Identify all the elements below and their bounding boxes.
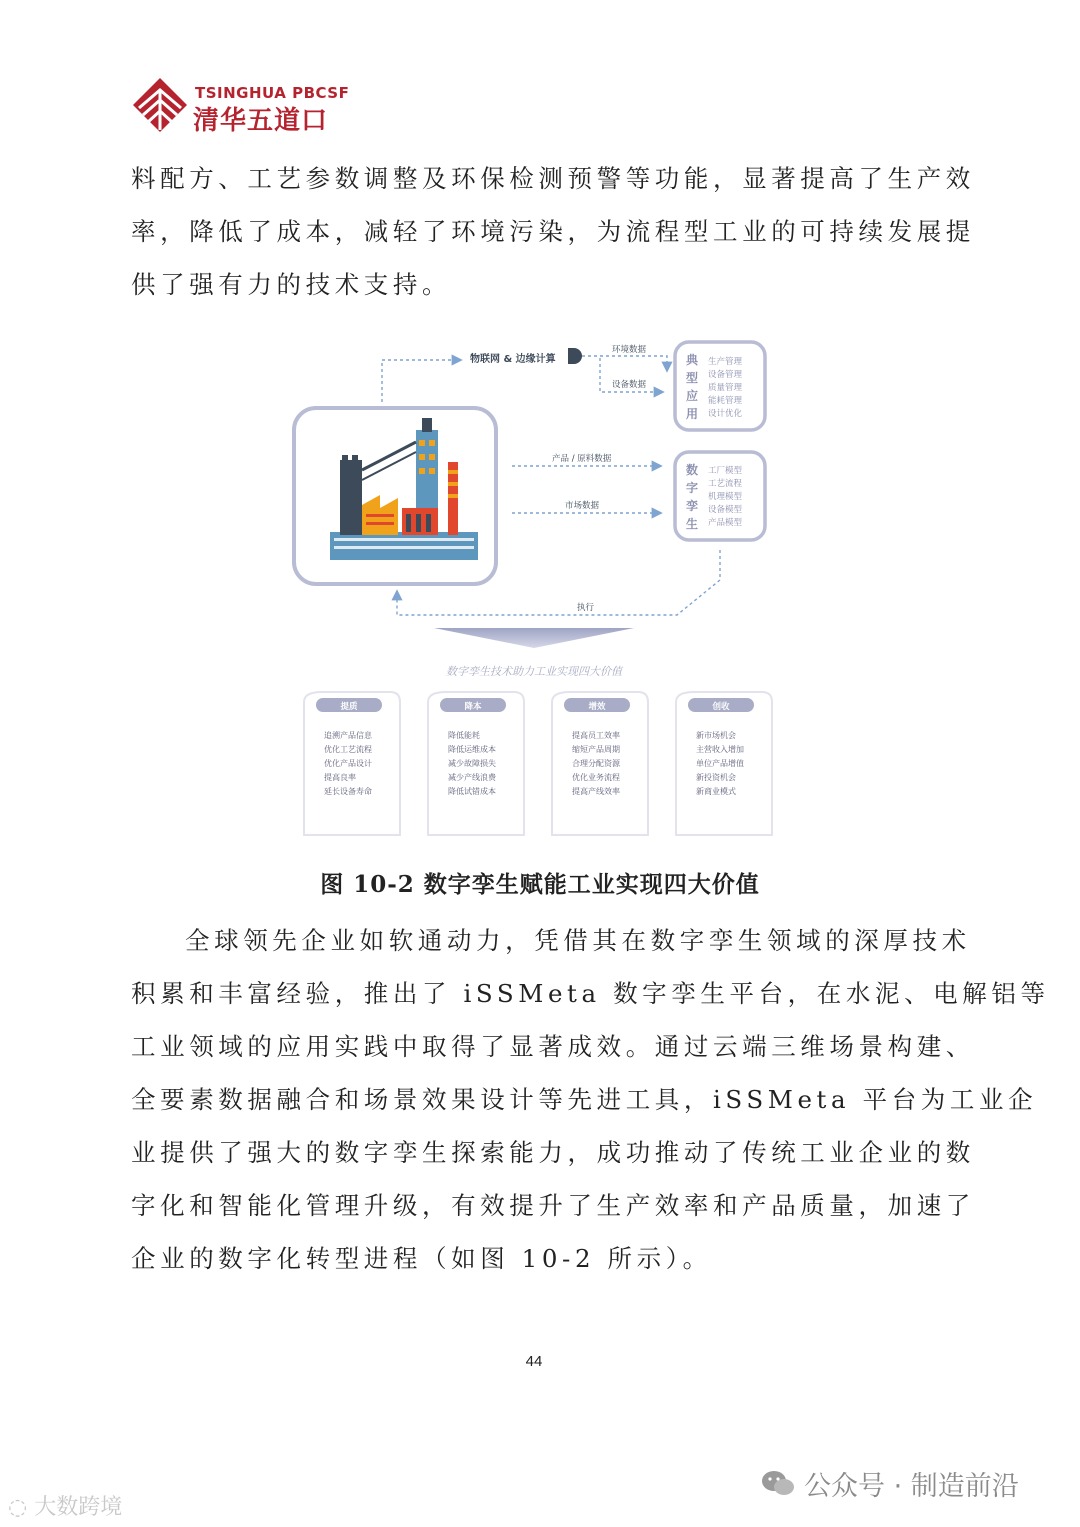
text-line: 全要素数据融合和场景效果设计等先进工具，iSSMeta 平台为工业企 <box>131 1085 1038 1114</box>
logo-mark-icon <box>133 78 187 132</box>
text-line: 料配方、工艺参数调整及环保检测预警等功能，显著提高了生产效 <box>131 164 975 193</box>
text-line: 字化和智能化管理升级，有效提升了生产效率和产品质量，加速了 <box>131 1191 975 1220</box>
typical-apps-item: 质量管理 <box>708 383 743 393</box>
intro-paragraph <box>131 152 975 311</box>
text-line <box>131 914 971 967</box>
env-data-label: 环境数据 <box>612 345 647 355</box>
value-card-item: 新商业模式 <box>696 787 736 796</box>
product-data-label: 产品 / 原料数据 <box>552 454 612 464</box>
typical-apps-item: 能耗管理 <box>708 396 743 406</box>
wechat-icon <box>760 1468 796 1498</box>
value-card-item: 优化产品设计 <box>324 759 372 768</box>
value-card-title: 创收 <box>712 702 730 712</box>
typical-apps-item: 设计优化 <box>708 409 743 419</box>
device-data-label: 设备数据 <box>612 380 647 390</box>
market-data-label: 市场数据 <box>565 501 600 511</box>
page-number: 44 <box>525 1353 543 1370</box>
digital-twin-item: 工厂模型 <box>708 466 743 476</box>
typical-apps-item: 设备管理 <box>708 370 743 380</box>
iot-label: 物联网 & 边缘计算 <box>470 354 556 365</box>
watermark-left-text: 大数跨境 <box>34 1495 123 1520</box>
value-card-item: 主营收入增加 <box>696 745 744 754</box>
value-card-item: 优化业务流程 <box>572 773 620 782</box>
iot-connector <box>382 360 460 402</box>
digital-twin-item: 设备模型 <box>708 505 743 515</box>
value-card-title: 增效 <box>588 702 606 712</box>
figure-subtitle: 数字孪生技术助力工业实现四大价值 <box>446 665 622 678</box>
watermark-right <box>760 1463 1019 1503</box>
iot-gateway-icon <box>568 348 582 364</box>
funnel-triangle <box>434 628 634 648</box>
digital-twin-item: 产品模型 <box>708 518 743 528</box>
value-card <box>552 692 648 835</box>
value-card <box>428 692 524 835</box>
typical-apps-title-char: 用 <box>686 407 699 421</box>
value-card-item: 减少产线浪费 <box>448 773 496 782</box>
figure-caption: 图 10-2 数字孪生赋能工业实现四大价值 <box>320 871 760 898</box>
value-card-item: 新投资机会 <box>696 773 736 782</box>
body-paragraph <box>131 914 1050 1285</box>
typical-apps-title-char: 典 <box>686 353 699 367</box>
text-line: 积累和丰富经验，推出了 iSSMeta 数字孪生平台，在水泥、电解铝等 <box>131 979 1050 1008</box>
value-card-item: 追溯产品信息 <box>324 731 372 740</box>
digital-twin-title-char: 数 <box>686 463 699 477</box>
text-line: 业提供了强大的数字孪生探索能力，成功推动了传统工业企业的数 <box>131 1138 975 1167</box>
digital-twin-title-char: 字 <box>686 481 699 495</box>
value-card-item: 减少故障损失 <box>448 759 496 768</box>
value-card-item: 新市场机会 <box>696 731 736 740</box>
text-line: 率，降低了成本，减轻了环境污染，为流程型工业的可持续发展提 <box>131 217 975 246</box>
value-card-item: 提高产线效率 <box>572 787 620 796</box>
digital-twin-title-char: 生 <box>686 517 699 531</box>
logo-chinese-text: 清华五道口 <box>193 106 329 136</box>
value-card-item: 延长设备寿命 <box>324 787 372 796</box>
watermark-left <box>8 1490 122 1521</box>
text-line-content: 全球领先企业如软通动力，凭借其在数字孪生领域的深厚技术 <box>185 926 971 955</box>
value-card-item: 提高良率 <box>324 773 356 782</box>
value-card-title: 提质 <box>340 702 358 712</box>
value-card <box>676 692 772 835</box>
value-card-item: 合理分配资源 <box>572 759 620 768</box>
watermark-right-text: 公众号 · 制造前沿 <box>804 1470 1019 1502</box>
typical-apps-title-char: 应 <box>686 389 699 403</box>
digital-twin-item: 工艺流程 <box>708 479 743 489</box>
typical-apps-item: 生产管理 <box>708 357 743 367</box>
value-card-item: 降低能耗 <box>448 731 480 740</box>
execute-label: 执行 <box>577 603 595 613</box>
watermark-left-icon: ◌ <box>8 1495 35 1520</box>
logo-english-text: TSINGHUA PBCSF <box>195 84 350 102</box>
text-line: 企业的数字化转型进程（如图 10-2 所示）。 <box>131 1244 712 1273</box>
value-card-item: 缩短产品周期 <box>572 745 620 754</box>
value-card-item: 优化工艺流程 <box>324 745 372 754</box>
digital-twin-title-char: 孪 <box>686 499 699 513</box>
value-card <box>304 692 400 835</box>
value-card-item: 提高员工效率 <box>572 731 620 740</box>
typical-apps-title-char: 型 <box>686 371 699 385</box>
text-line: 供了强有力的技术支持。 <box>131 270 452 299</box>
digital-twin-item: 机理模型 <box>708 492 743 502</box>
value-card-item: 降低运维成本 <box>448 745 496 754</box>
env-data-arrow <box>582 356 667 370</box>
tsinghua-pbcsf-logo <box>133 78 363 134</box>
value-card-item: 降低试错成本 <box>448 787 496 796</box>
value-card-item: 单位产品增值 <box>696 759 744 768</box>
digital-twin-figure <box>282 330 782 850</box>
value-card-title: 降本 <box>464 702 482 712</box>
text-line: 工业领域的应用实践中取得了显著成效。通过云端三维场景构建、 <box>131 1032 975 1061</box>
